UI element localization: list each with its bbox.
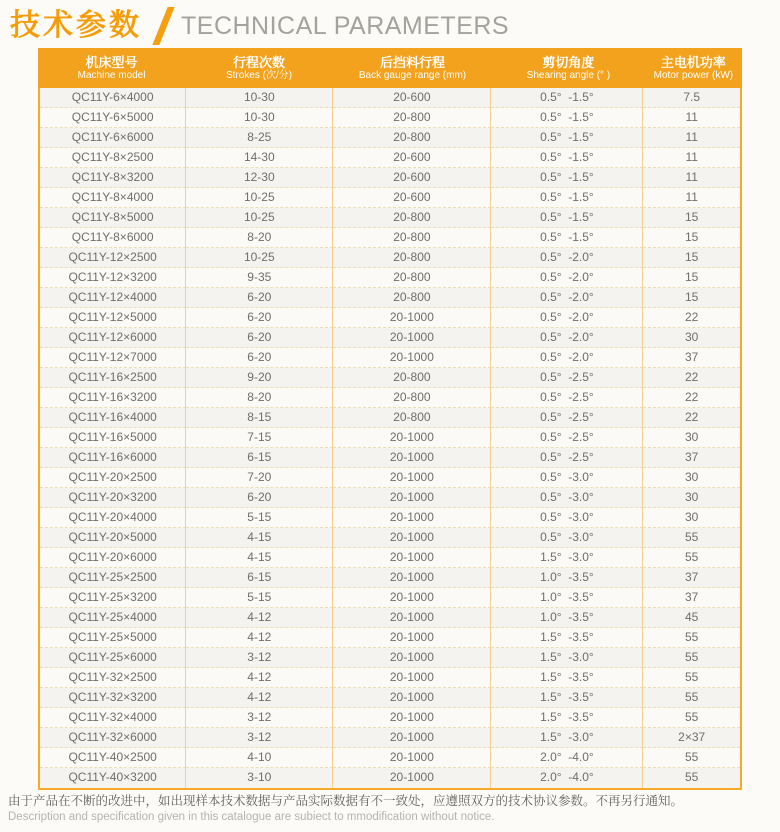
table-cell: 55 bbox=[643, 528, 740, 548]
table-cell: QC11Y-16×6000 bbox=[40, 448, 186, 468]
table-cell: 2.0° -4.0° bbox=[491, 748, 643, 768]
footer-note-en: Description and specification given in this catalogue are subiect to mmodification without notice. bbox=[8, 811, 495, 823]
table-row bbox=[40, 348, 740, 368]
table-cell: 55 bbox=[643, 548, 740, 568]
table-cell: 20-1000 bbox=[333, 608, 491, 628]
table-cell: 30 bbox=[643, 488, 740, 508]
table-cell: 6-20 bbox=[186, 328, 333, 348]
table-cell: 1.5° -3.5° bbox=[491, 628, 643, 648]
table-cell: 20-1000 bbox=[333, 488, 491, 508]
table-cell: 1.5° -3.0° bbox=[491, 728, 643, 748]
table-cell: QC11Y-16×2500 bbox=[40, 368, 186, 388]
table-row bbox=[40, 408, 740, 428]
table-row bbox=[40, 308, 740, 328]
column-header-1: 机床型号 Machine model bbox=[77, 54, 146, 81]
table-cell: 15 bbox=[643, 288, 740, 308]
table-cell: 20-1000 bbox=[333, 508, 491, 528]
table-cell: 4-12 bbox=[186, 608, 333, 628]
table-row bbox=[40, 728, 740, 748]
table-cell: 0.5° -1.5° bbox=[491, 168, 643, 188]
table-cell: 55 bbox=[643, 668, 740, 688]
table-cell: 4-15 bbox=[186, 548, 333, 568]
table-row bbox=[40, 608, 740, 628]
table-cell: 55 bbox=[684, 770, 699, 784]
page-title-en: TECHNICAL PARAMETERS bbox=[181, 12, 510, 40]
footer-note bbox=[8, 793, 778, 825]
table-cell: QC11Y-6×6000 bbox=[40, 128, 186, 148]
table-row bbox=[40, 108, 740, 128]
table-row bbox=[40, 448, 740, 468]
table-cell: 8-15 bbox=[186, 408, 333, 428]
table-cell: QC11Y-25×3200 bbox=[40, 588, 186, 608]
table-cell: 0.5° -3.0° bbox=[491, 508, 643, 528]
table-cell: 0.5° -1.5° bbox=[491, 88, 643, 108]
table-cell: 30 bbox=[643, 428, 740, 448]
table-cell: QC11Y-12×7000 bbox=[40, 348, 186, 368]
table-cell: 0.5° -2.5° bbox=[491, 428, 643, 448]
technical-parameters-table bbox=[38, 48, 742, 790]
table-cell: 20-1000 bbox=[333, 728, 491, 748]
table-row bbox=[40, 628, 740, 648]
table-cell: 22 bbox=[643, 408, 740, 428]
table-cell: 55 bbox=[643, 688, 740, 708]
table-cell: 2×37 bbox=[643, 728, 740, 748]
column-header-5: 主电机功率 Motor power (kW) bbox=[653, 54, 734, 81]
table-row bbox=[40, 168, 740, 188]
table-row bbox=[40, 208, 740, 228]
table-cell: 15 bbox=[643, 208, 740, 228]
table-cell: QC11Y-32×2500 bbox=[40, 668, 186, 688]
table-cell: 8-20 bbox=[186, 228, 333, 248]
table-row bbox=[40, 768, 740, 788]
table-cell: 15 bbox=[643, 268, 740, 288]
table-cell: 37 bbox=[643, 448, 740, 468]
table-cell: 8-25 bbox=[186, 128, 333, 148]
table-cell: 5-15 bbox=[186, 588, 333, 608]
table-cell: 6-20 bbox=[186, 308, 333, 328]
table-cell: 55 bbox=[643, 748, 740, 768]
table-cell: 0.5° -2.5° bbox=[491, 448, 643, 468]
table-cell: 0.5° -1.5° bbox=[491, 128, 643, 148]
table-cell: 2.0° -4.0° bbox=[491, 768, 643, 788]
table-row bbox=[40, 488, 740, 508]
table-cell: 4-12 bbox=[186, 668, 333, 688]
table-row bbox=[40, 428, 740, 448]
table-row bbox=[40, 148, 740, 168]
table-cell: QC11Y-12×4000 bbox=[40, 288, 186, 308]
table-row bbox=[40, 288, 740, 308]
table-cell: 11 bbox=[643, 128, 740, 148]
table-cell: QC11Y-20×4000 bbox=[40, 508, 186, 528]
table-cell: QC11Y-32×6000 bbox=[40, 728, 186, 748]
table-cell: 20-800 bbox=[333, 368, 491, 388]
table-cell: QC11Y-8×5000 bbox=[40, 208, 186, 228]
page-title-zh: 技术参数 bbox=[10, 9, 142, 42]
table-cell: 0.5° -2.0° bbox=[491, 308, 643, 328]
table-cell: 55 bbox=[643, 708, 740, 728]
table-cell: QC11Y-20×5000 bbox=[40, 528, 186, 548]
table-cell: 20-1000 bbox=[333, 328, 491, 348]
table-cell: 20-1000 bbox=[333, 708, 491, 728]
table-cell: QC11Y-16×4000 bbox=[40, 408, 186, 428]
table-row bbox=[40, 128, 740, 148]
footer-note-zh: 由于产品在不断的改进中，如出现样本技术数据与产品实际数据有不一致处，应遵照双方的技术协议参数。不再另行通知。 bbox=[8, 794, 684, 808]
table-cell: 4-12 bbox=[186, 628, 333, 648]
table-cell: QC11Y-16×5000 bbox=[40, 428, 186, 448]
table-cell: 1.0° -3.5° bbox=[491, 568, 643, 588]
table-cell: 20-800 bbox=[333, 208, 491, 228]
table-row bbox=[40, 88, 740, 108]
table-cell: 9-20 bbox=[186, 368, 333, 388]
table-cell: 20-800 bbox=[333, 248, 491, 268]
table-cell: QC11Y-40×2500 bbox=[40, 748, 186, 768]
table-cell: QC11Y-12×6000 bbox=[40, 328, 186, 348]
table-cell: 20-600 bbox=[333, 168, 491, 188]
table-row bbox=[40, 468, 740, 488]
table-row bbox=[40, 368, 740, 388]
table-row bbox=[40, 648, 740, 668]
table-cell: QC11Y-6×4000 bbox=[40, 88, 186, 108]
table-cell: 6-20 bbox=[186, 348, 333, 368]
table-cell: 9-35 bbox=[186, 268, 333, 288]
page-title bbox=[10, 4, 509, 48]
table-cell: 0.5° -1.5° bbox=[491, 228, 643, 248]
table-cell: 20-800 bbox=[333, 108, 491, 128]
table-cell: 20-800 bbox=[333, 268, 491, 288]
table-body bbox=[38, 88, 742, 790]
table-cell: 4-12 bbox=[186, 688, 333, 708]
table-row bbox=[40, 588, 740, 608]
table-cell: 10-25 bbox=[186, 188, 333, 208]
table-cell: 14-30 bbox=[186, 148, 333, 168]
table-cell: 0.5° -2.5° bbox=[491, 368, 643, 388]
table-cell: QC11Y-20×6000 bbox=[40, 548, 186, 568]
table-cell: QC11Y-25×2500 bbox=[40, 568, 186, 588]
table-row bbox=[40, 528, 740, 548]
table-cell: 1.5° -3.0° bbox=[491, 548, 643, 568]
table-cell: QC11Y-25×4000 bbox=[40, 608, 186, 628]
table-cell: 1.5° -3.5° bbox=[491, 708, 643, 728]
table-cell: 22 bbox=[643, 368, 740, 388]
table-cell: 22 bbox=[643, 388, 740, 408]
table-cell: 30 bbox=[643, 328, 740, 348]
table-cell: 20-800 bbox=[333, 388, 491, 408]
table-cell: QC11Y-25×5000 bbox=[40, 628, 186, 648]
table-cell: 12-30 bbox=[186, 168, 333, 188]
table-cell: 10-30 bbox=[186, 88, 333, 108]
table-cell: QC11Y-25×6000 bbox=[40, 648, 186, 668]
table-cell: 15 bbox=[643, 228, 740, 248]
table-header bbox=[38, 48, 742, 88]
table-row bbox=[40, 748, 740, 768]
table-cell: 0.5° -2.0° bbox=[491, 348, 643, 368]
table-cell: 20-600 bbox=[333, 188, 491, 208]
table-cell: QC11Y-32×3200 bbox=[40, 688, 186, 708]
table-cell: 0.5° -2.5° bbox=[491, 388, 643, 408]
table-cell: 5-15 bbox=[186, 508, 333, 528]
table-cell: 37 bbox=[643, 568, 740, 588]
table-cell: QC11Y-32×4000 bbox=[40, 708, 186, 728]
table-cell: QC11Y-20×3200 bbox=[40, 488, 186, 508]
table-cell: 1.5° -3.5° bbox=[491, 688, 643, 708]
table-cell: 1.0° -3.5° bbox=[491, 608, 643, 628]
table-cell: QC11Y-8×3200 bbox=[40, 168, 186, 188]
table-cell: 20-1000 bbox=[333, 468, 491, 488]
table-cell: 7.5 bbox=[643, 88, 740, 108]
table-row bbox=[40, 688, 740, 708]
table-cell: 10-25 bbox=[186, 248, 333, 268]
table-cell: 7-15 bbox=[186, 428, 333, 448]
table-cell: 11 bbox=[643, 168, 740, 188]
table-row bbox=[40, 708, 740, 728]
table-cell: 0.5° -2.0° bbox=[491, 288, 643, 308]
table-cell: 0.5° -2.5° bbox=[491, 408, 643, 428]
table-cell: 6-15 bbox=[186, 448, 333, 468]
table-row bbox=[40, 268, 740, 288]
table-cell: 3-12 bbox=[186, 708, 333, 728]
table-cell: QC11Y-40×3200 bbox=[40, 768, 186, 788]
table-cell: 3-12 bbox=[186, 648, 333, 668]
table-cell: 11 bbox=[643, 188, 740, 208]
table-cell: 0.5° -2.0° bbox=[491, 248, 643, 268]
table-row bbox=[40, 228, 740, 248]
table-cell: 1.5° -3.5° bbox=[491, 668, 643, 688]
table-cell: 22 bbox=[643, 308, 740, 328]
column-header-3: 后挡料行程 Back gauge range (mm) bbox=[358, 54, 467, 81]
table-cell: 20-1000 bbox=[333, 308, 491, 328]
table-cell: QC11Y-6×5000 bbox=[40, 108, 186, 128]
table-cell: 37 bbox=[643, 588, 740, 608]
table-cell: 37 bbox=[643, 348, 740, 368]
table-cell: 0.5° -1.5° bbox=[491, 208, 643, 228]
table-cell: 0.5° -2.0° bbox=[491, 268, 643, 288]
table-cell: 0.5° -3.0° bbox=[491, 468, 643, 488]
table-cell: 20-1000 bbox=[333, 428, 491, 448]
table-cell: 6-15 bbox=[186, 568, 333, 588]
table-cell: 20-1000 bbox=[333, 528, 491, 548]
table-cell: 20-1000 bbox=[333, 548, 491, 568]
table-row bbox=[40, 388, 740, 408]
table-cell: 0.5° -1.5° bbox=[491, 188, 643, 208]
column-header-2: 行程次数 Strokes (次/分) bbox=[225, 54, 293, 81]
table-cell: 10-30 bbox=[186, 108, 333, 128]
table-cell: 20-1000 bbox=[333, 768, 491, 788]
table-cell: 1.0° -3.5° bbox=[491, 588, 643, 608]
table-cell: 20-1000 bbox=[333, 688, 491, 708]
table-cell: 0.5° -3.0° bbox=[491, 488, 643, 508]
table-cell: 3-12 bbox=[186, 728, 333, 748]
table-cell: 20-1000 bbox=[333, 648, 491, 668]
column-header-4: 剪切角度 Shearing angle (° ) bbox=[526, 54, 611, 81]
table-row bbox=[40, 508, 740, 528]
table-row bbox=[40, 668, 740, 688]
table-row bbox=[40, 568, 740, 588]
table-cell: 55 bbox=[643, 648, 740, 668]
table-cell: 20-1000 bbox=[333, 588, 491, 608]
table-row bbox=[40, 548, 740, 568]
table-cell: 20-600 bbox=[333, 88, 491, 108]
table-cell: 8-20 bbox=[186, 388, 333, 408]
table-cell: 20-800 bbox=[333, 408, 491, 428]
table-cell: QC11Y-8×2500 bbox=[40, 148, 186, 168]
table-cell: QC11Y-12×5000 bbox=[40, 308, 186, 328]
table-cell: QC11Y-8×4000 bbox=[40, 188, 186, 208]
table-cell: 20-800 bbox=[333, 288, 491, 308]
table-cell: 20-1000 bbox=[333, 348, 491, 368]
table-cell: 30 bbox=[643, 508, 740, 528]
table-cell: QC11Y-20×2500 bbox=[40, 468, 186, 488]
table-cell: 0.5° -1.5° bbox=[491, 148, 643, 168]
table-cell: 0.5° -2.0° bbox=[491, 328, 643, 348]
table-cell: 11 bbox=[643, 148, 740, 168]
table-cell: QC11Y-8×6000 bbox=[40, 228, 186, 248]
table-cell: 3-10 bbox=[186, 768, 333, 788]
table-cell: QC11Y-12×3200 bbox=[40, 268, 186, 288]
table-cell: 11 bbox=[643, 108, 740, 128]
table-cell: 15 bbox=[643, 248, 740, 268]
table-row bbox=[40, 328, 740, 348]
table-cell: 20-1000 bbox=[333, 628, 491, 648]
table-cell: 20-800 bbox=[333, 128, 491, 148]
table-cell: 6-20 bbox=[186, 488, 333, 508]
table-cell: 20-1000 bbox=[333, 668, 491, 688]
table-cell: 10-25 bbox=[186, 208, 333, 228]
table-cell: 20-1000 bbox=[333, 748, 491, 768]
title-slash-decoration bbox=[152, 7, 174, 45]
table-cell: 6-20 bbox=[186, 288, 333, 308]
table-cell: 20-600 bbox=[333, 148, 491, 168]
table-cell: 20-1000 bbox=[333, 448, 491, 468]
table-cell: 20-800 bbox=[333, 228, 491, 248]
table-row bbox=[40, 188, 740, 208]
table-cell: 55 bbox=[643, 628, 740, 648]
table-cell: 30 bbox=[643, 468, 740, 488]
table-cell: 45 bbox=[643, 608, 740, 628]
table-cell: 7-20 bbox=[186, 468, 333, 488]
table-cell: 1.5° -3.0° bbox=[491, 648, 643, 668]
table-cell: QC11Y-16×3200 bbox=[40, 388, 186, 408]
table-row bbox=[40, 248, 740, 268]
table-cell: 4-10 bbox=[186, 748, 333, 768]
table-cell: 4-15 bbox=[186, 528, 333, 548]
table-cell: QC11Y-12×2500 bbox=[40, 248, 186, 268]
table-cell: 0.5° -1.5° bbox=[491, 108, 643, 128]
table-cell: 20-1000 bbox=[333, 568, 491, 588]
table-cell: 0.5° -3.0° bbox=[491, 528, 643, 548]
